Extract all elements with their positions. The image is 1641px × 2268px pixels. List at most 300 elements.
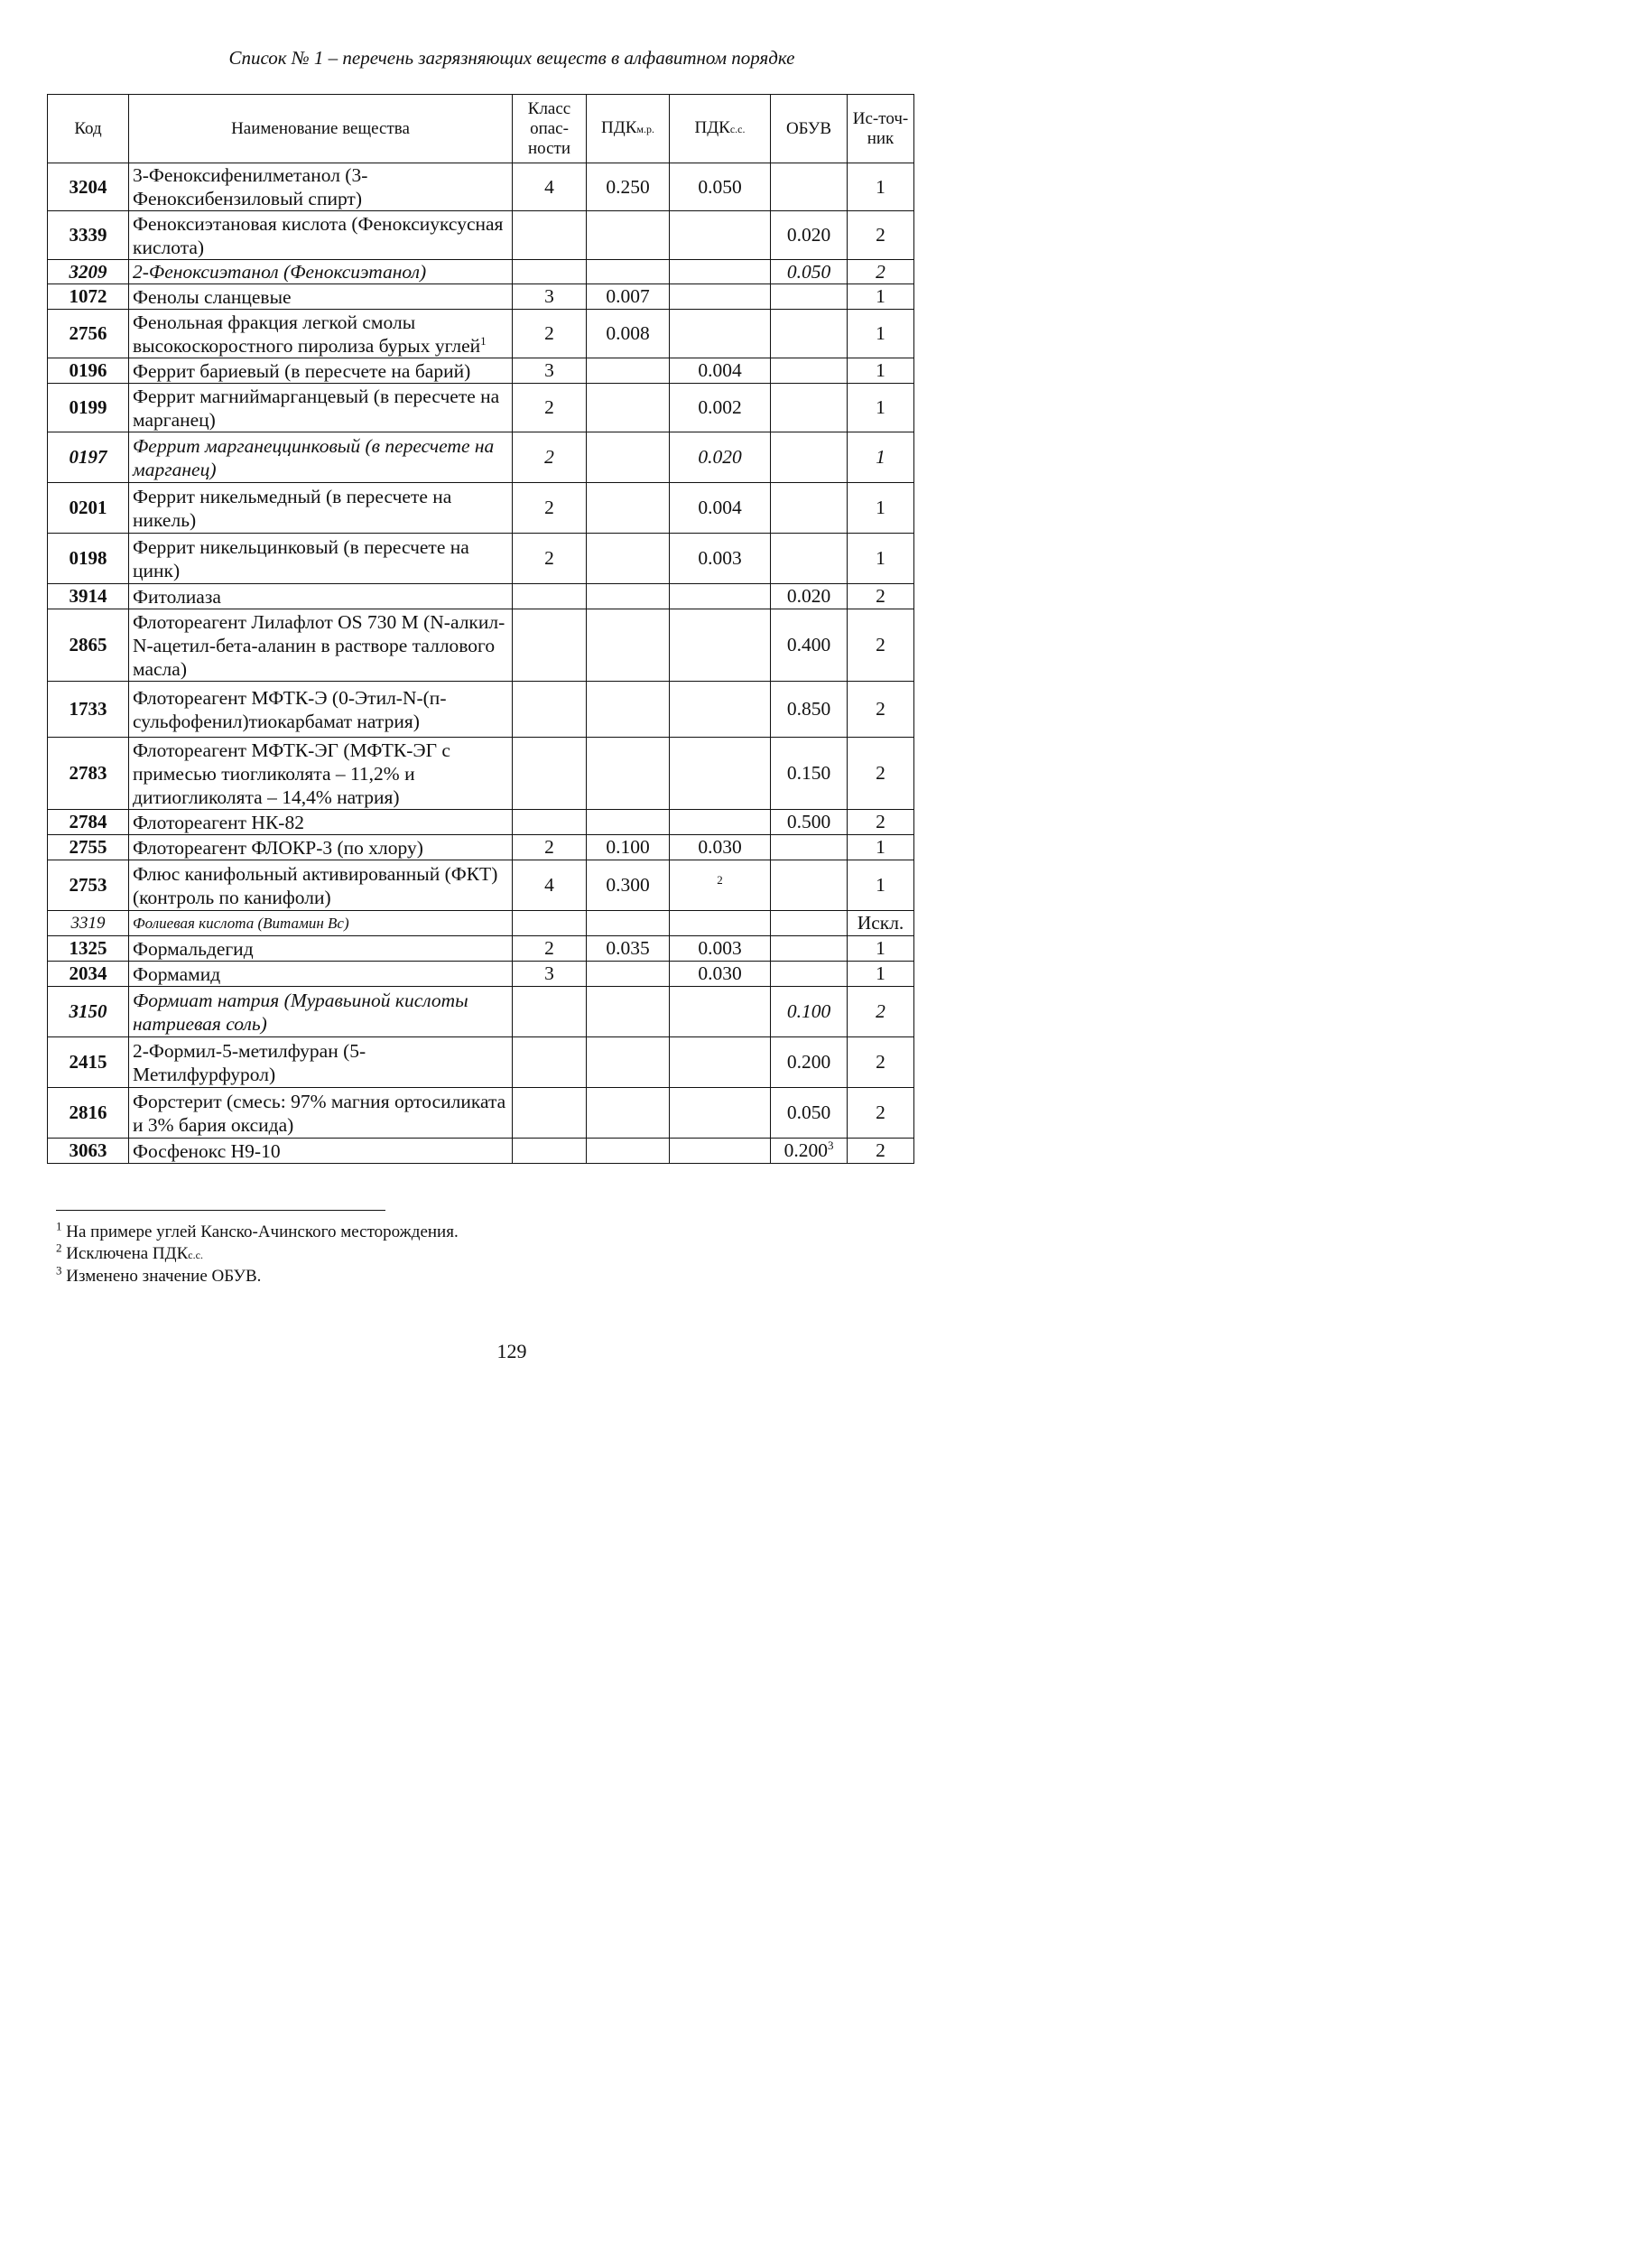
pdk-ss-cell bbox=[670, 260, 771, 284]
name-cell bbox=[129, 310, 513, 358]
pdk-mr-cell bbox=[587, 1088, 670, 1139]
class-cell-text: 2 bbox=[544, 497, 554, 518]
code-cell-text: 1733 bbox=[69, 698, 107, 720]
obuv-cell bbox=[771, 384, 848, 432]
pdk-ss-cell-text: 0.030 bbox=[698, 836, 742, 858]
footnote-mark: 2 bbox=[56, 1241, 62, 1255]
source-cell-text: 2 bbox=[876, 1000, 885, 1022]
pdk-ss-cell bbox=[670, 682, 771, 738]
name-cell bbox=[129, 682, 513, 738]
class-cell-text: 2 bbox=[544, 937, 554, 959]
name-cell bbox=[129, 483, 513, 534]
pdk-ss-cell bbox=[670, 911, 771, 936]
source-cell-text: Искл. bbox=[857, 912, 904, 934]
pdk-mr-cell bbox=[587, 211, 670, 260]
code-cell bbox=[48, 987, 129, 1037]
pdk-ss-cell-text: 0.050 bbox=[698, 175, 742, 198]
class-cell bbox=[513, 682, 587, 738]
source-cell bbox=[848, 1139, 914, 1164]
pdk-mr-cell-text: 0.035 bbox=[606, 937, 650, 959]
source-cell bbox=[848, 384, 914, 432]
source-cell-text: 1 bbox=[876, 446, 885, 468]
obuv-cell bbox=[771, 284, 848, 310]
name-cell bbox=[129, 962, 513, 987]
name-cell bbox=[129, 835, 513, 860]
name-cell-text: Флотореагент МФТК-Э (0-Этил-N-(п-сульфофенил)тиокарбамат натрия) bbox=[133, 686, 447, 732]
pdk-mr-cell bbox=[587, 284, 670, 310]
code-cell bbox=[48, 211, 129, 260]
class-cell bbox=[513, 962, 587, 987]
class-cell bbox=[513, 911, 587, 936]
class-cell bbox=[513, 1088, 587, 1139]
code-cell bbox=[48, 483, 129, 534]
name-cell bbox=[129, 432, 513, 483]
source-cell-text: 1 bbox=[876, 547, 885, 569]
class-cell bbox=[513, 835, 587, 860]
obuv-cell bbox=[771, 810, 848, 835]
class-cell-text: 4 bbox=[544, 874, 554, 896]
pdk-mr-cell bbox=[587, 810, 670, 835]
code-cell bbox=[48, 163, 129, 211]
obuv-cell bbox=[771, 911, 848, 936]
footnotes bbox=[56, 1219, 459, 1287]
code-cell bbox=[48, 936, 129, 962]
code-cell-text: 0198 bbox=[69, 547, 107, 569]
code-cell bbox=[48, 432, 129, 483]
source-cell bbox=[848, 483, 914, 534]
code-cell bbox=[48, 1139, 129, 1164]
code-cell-text: 2415 bbox=[69, 1051, 107, 1073]
class-cell-text: 2 bbox=[544, 547, 554, 569]
code-cell-text: 2784 bbox=[69, 811, 107, 832]
class-cell bbox=[513, 584, 587, 609]
class-cell bbox=[513, 810, 587, 835]
footnote-1 bbox=[56, 1219, 459, 1243]
name-cell-text: Флотореагент НК-82 bbox=[133, 811, 304, 833]
code-cell-text: 2783 bbox=[69, 762, 107, 784]
obuv-cell bbox=[771, 1037, 848, 1088]
table-row bbox=[48, 810, 914, 835]
pdk-ss-cell bbox=[670, 310, 771, 358]
table-row bbox=[48, 738, 914, 810]
source-cell bbox=[848, 810, 914, 835]
name-cell-text: Феррит магниймарганцевый (в пересчете на марганец) bbox=[133, 385, 500, 431]
source-cell bbox=[848, 358, 914, 384]
table-row bbox=[48, 987, 914, 1037]
pdk-ss-cell bbox=[670, 163, 771, 211]
pdk-ss-cell bbox=[670, 534, 771, 584]
obuv-cell bbox=[771, 1139, 848, 1164]
name-cell-text: Форстерит (смесь: 97% магния ортосиликата и 3% бария оксида) bbox=[133, 1090, 506, 1136]
class-cell bbox=[513, 987, 587, 1037]
source-cell bbox=[848, 738, 914, 810]
code-cell bbox=[48, 609, 129, 682]
pdk-mr-cell-text: 0.007 bbox=[606, 285, 650, 307]
name-cell-text: Формамид bbox=[133, 962, 221, 985]
obuv-cell-text: 0.020 bbox=[786, 585, 831, 607]
name-cell bbox=[129, 987, 513, 1037]
class-cell bbox=[513, 284, 587, 310]
name-cell-text: Фитолиаза bbox=[133, 585, 221, 608]
source-cell-text: 2 bbox=[876, 1139, 885, 1161]
header-row bbox=[48, 95, 914, 163]
pdk-mr-cell bbox=[587, 738, 670, 810]
table-row bbox=[48, 584, 914, 609]
pdk-ss-cell-text: 0.030 bbox=[698, 962, 742, 984]
name-cell-text: 2-Феноксиэтанол (Феноксиэтанол) bbox=[133, 261, 427, 283]
header-source: Ис-точ-ник bbox=[848, 95, 914, 163]
obuv-cell bbox=[771, 432, 848, 483]
source-cell-text: 1 bbox=[876, 836, 885, 858]
table-row bbox=[48, 384, 914, 432]
obuv-cell-text: 0.500 bbox=[786, 811, 831, 832]
code-cell-text: 2756 bbox=[69, 322, 107, 344]
name-cell-text: Феррит бариевый (в пересчете на барий) bbox=[133, 359, 471, 382]
code-cell-text: 3204 bbox=[69, 175, 107, 198]
footnote-mark: 3 bbox=[56, 1263, 62, 1278]
code-cell bbox=[48, 358, 129, 384]
obuv-cell bbox=[771, 211, 848, 260]
code-cell-text: 2034 bbox=[69, 962, 107, 984]
name-cell bbox=[129, 609, 513, 682]
code-cell-text: 2755 bbox=[69, 836, 107, 858]
code-cell bbox=[48, 260, 129, 284]
source-cell bbox=[848, 211, 914, 260]
table-row bbox=[48, 310, 914, 358]
pdk-ss-cell-text: 0.003 bbox=[698, 547, 742, 569]
pdk-mr-cell bbox=[587, 432, 670, 483]
name-cell bbox=[129, 810, 513, 835]
source-cell-text: 2 bbox=[876, 698, 885, 720]
table-row bbox=[48, 358, 914, 384]
class-cell bbox=[513, 1139, 587, 1164]
source-cell bbox=[848, 260, 914, 284]
code-cell bbox=[48, 835, 129, 860]
obuv-cell bbox=[771, 163, 848, 211]
source-cell bbox=[848, 1088, 914, 1139]
code-cell bbox=[48, 584, 129, 609]
obuv-cell bbox=[771, 987, 848, 1037]
source-cell-text: 1 bbox=[876, 359, 885, 381]
source-cell-text: 1 bbox=[876, 937, 885, 959]
source-cell-text: 2 bbox=[876, 1101, 885, 1123]
source-cell-text: 2 bbox=[876, 634, 885, 655]
name-cell bbox=[129, 358, 513, 384]
source-cell-text: 1 bbox=[876, 497, 885, 518]
source-cell-text: 2 bbox=[876, 1051, 885, 1073]
pdk-mr-cell bbox=[587, 936, 670, 962]
pdk-ss-cell bbox=[670, 358, 771, 384]
source-cell bbox=[848, 163, 914, 211]
source-cell bbox=[848, 682, 914, 738]
name-cell bbox=[129, 911, 513, 936]
obuv-cell bbox=[771, 609, 848, 682]
pdk-ss-cell bbox=[670, 384, 771, 432]
table-row bbox=[48, 432, 914, 483]
name-cell-text: Флотореагент Лилафлот OS 730 M (N-алкил-N-ацетил-бета-аланин в растворе таллового масла) bbox=[133, 610, 505, 680]
source-cell-text: 2 bbox=[876, 762, 885, 784]
source-cell bbox=[848, 534, 914, 584]
table-row bbox=[48, 936, 914, 962]
pdk-mr-cell bbox=[587, 911, 670, 936]
class-cell bbox=[513, 936, 587, 962]
code-cell bbox=[48, 738, 129, 810]
pdk-ss-cell bbox=[670, 987, 771, 1037]
source-cell-text: 2 bbox=[876, 811, 885, 832]
code-cell-text: 3914 bbox=[69, 585, 107, 607]
class-cell bbox=[513, 384, 587, 432]
header-class: Класс опас-ности bbox=[513, 95, 587, 163]
class-cell-text: 2 bbox=[544, 446, 554, 468]
pdk-ss-cell-text: 0.004 bbox=[698, 497, 742, 518]
source-cell-text: 2 bbox=[876, 260, 885, 283]
class-cell-text: 2 bbox=[544, 322, 554, 344]
name-cell bbox=[129, 1139, 513, 1164]
table-row bbox=[48, 911, 914, 936]
obuv-cell bbox=[771, 1088, 848, 1139]
pdk-ss-cell bbox=[670, 609, 771, 682]
pdk-ss-cell bbox=[670, 1139, 771, 1164]
class-cell-text: 2 bbox=[544, 396, 554, 418]
name-cell bbox=[129, 163, 513, 211]
page-number: 129 bbox=[496, 1340, 527, 1362]
code-cell bbox=[48, 860, 129, 911]
pdk-mr-cell-text: 0.008 bbox=[606, 322, 650, 344]
pdk-mr-cell bbox=[587, 835, 670, 860]
class-cell bbox=[513, 310, 587, 358]
source-cell bbox=[848, 310, 914, 358]
name-cell bbox=[129, 1088, 513, 1139]
name-cell-text: Фенольная фракция легкой смолы высокоскоростного пиролиза бурых углей bbox=[133, 311, 481, 357]
pdk-ss-cell bbox=[670, 962, 771, 987]
class-cell-text: 3 bbox=[544, 285, 554, 307]
table-row bbox=[48, 260, 914, 284]
pdk-mr-cell bbox=[587, 609, 670, 682]
pdk-mr-cell bbox=[587, 1037, 670, 1088]
pdk-ss-cell bbox=[670, 860, 771, 911]
obuv-cell-text: 0.100 bbox=[786, 1000, 831, 1022]
obuv-cell bbox=[771, 310, 848, 358]
header-name: Наименование вещества bbox=[129, 95, 513, 163]
obuv-cell bbox=[771, 260, 848, 284]
class-cell-text: 4 bbox=[544, 175, 554, 198]
pdk-mr-cell bbox=[587, 358, 670, 384]
pdk-mr-cell-text: 0.300 bbox=[606, 874, 650, 896]
header-pdk-ss-label: ПДК bbox=[694, 118, 730, 137]
code-cell bbox=[48, 682, 129, 738]
name-cell-text: Феррит марганеццинковый (в пересчете на марганец) bbox=[133, 434, 495, 480]
name-cell-text: 2-Формил-5-метилфуран (5-Метилфурфурол) bbox=[133, 1039, 366, 1085]
pdk-mr-cell bbox=[587, 682, 670, 738]
pdk-mr-cell bbox=[587, 987, 670, 1037]
pdk-mr-cell bbox=[587, 310, 670, 358]
name-cell bbox=[129, 284, 513, 310]
pdk-ss-cell-text: 0.003 bbox=[698, 937, 742, 959]
table-row bbox=[48, 211, 914, 260]
name-cell bbox=[129, 738, 513, 810]
obuv-cell-text: 0.150 bbox=[786, 762, 831, 784]
footnote-ref: 2 bbox=[717, 872, 723, 887]
obuv-cell bbox=[771, 835, 848, 860]
name-cell bbox=[129, 936, 513, 962]
class-cell-text: 3 bbox=[544, 359, 554, 381]
name-cell-text: Феррит никельмедный (в пересчете на никель) bbox=[133, 485, 452, 531]
code-cell-text: 3319 bbox=[70, 913, 106, 933]
name-cell-text: 3-Феноксифенилметанол (3-Феноксибензиловый спирт) bbox=[133, 164, 368, 209]
pdk-mr-cell-text: 0.250 bbox=[606, 175, 650, 198]
pdk-ss-cell-text: 0.002 bbox=[698, 396, 742, 418]
pdk-mr-cell bbox=[587, 384, 670, 432]
obuv-cell-text: 0.050 bbox=[786, 1101, 831, 1123]
header-pdk-mr-sub: м.р. bbox=[636, 123, 654, 135]
pdk-mr-cell bbox=[587, 1139, 670, 1164]
obuv-cell bbox=[771, 962, 848, 987]
code-cell bbox=[48, 810, 129, 835]
pdk-ss-cell bbox=[670, 810, 771, 835]
obuv-cell-text: 0.400 bbox=[786, 634, 831, 655]
name-cell bbox=[129, 534, 513, 584]
obuv-cell bbox=[771, 358, 848, 384]
source-cell-text: 1 bbox=[876, 285, 885, 307]
code-cell bbox=[48, 962, 129, 987]
code-cell bbox=[48, 1037, 129, 1088]
class-cell bbox=[513, 483, 587, 534]
table-row bbox=[48, 163, 914, 211]
table-row bbox=[48, 962, 914, 987]
pdk-ss-cell-text: 0.020 bbox=[698, 446, 742, 468]
code-cell-text: 3339 bbox=[69, 224, 107, 246]
footnote-text: На примере углей Канско-Ачинского месторождения. bbox=[66, 1222, 459, 1241]
code-cell-text: 0201 bbox=[69, 497, 107, 518]
class-cell bbox=[513, 609, 587, 682]
header-pdk-mr-label: ПДК bbox=[601, 118, 637, 137]
code-cell bbox=[48, 911, 129, 936]
source-cell bbox=[848, 609, 914, 682]
footnote-ref: 3 bbox=[827, 1138, 834, 1152]
obuv-cell bbox=[771, 738, 848, 810]
list-title: Список № 1 – перечень загрязняющих веществ в алфавитном порядке bbox=[228, 47, 795, 69]
name-cell-text: Флотореагент ФЛОКР-3 (по хлору) bbox=[133, 836, 423, 859]
code-cell-text: 3150 bbox=[69, 1000, 107, 1022]
class-cell bbox=[513, 738, 587, 810]
table-row bbox=[48, 609, 914, 682]
source-cell-text: 1 bbox=[876, 874, 885, 896]
class-cell-text: 2 bbox=[544, 836, 554, 858]
obuv-cell bbox=[771, 534, 848, 584]
obuv-cell-text: 0.200 bbox=[783, 1139, 828, 1161]
obuv-cell-text: 0.850 bbox=[786, 698, 831, 720]
name-cell-text: Формиат натрия (Муравьиной кислоты натриевая соль) bbox=[133, 989, 468, 1035]
footnote-mark: 1 bbox=[56, 1219, 62, 1233]
obuv-cell bbox=[771, 483, 848, 534]
class-cell bbox=[513, 358, 587, 384]
footnote-2 bbox=[56, 1243, 459, 1266]
header-obuv: ОБУВ bbox=[771, 95, 848, 163]
code-cell bbox=[48, 534, 129, 584]
name-cell-text: Флотореагент МФТК-ЭГ (МФТК-ЭГ с примесью тиогликолята – 11,2% и дитиогликолята – 14,4% натрия) bbox=[133, 739, 450, 808]
code-cell-text: 0197 bbox=[69, 446, 107, 468]
source-cell bbox=[848, 987, 914, 1037]
table-row bbox=[48, 284, 914, 310]
name-cell bbox=[129, 260, 513, 284]
source-cell-text: 1 bbox=[876, 962, 885, 984]
name-cell-text: Формальдегид bbox=[133, 937, 254, 960]
class-cell bbox=[513, 260, 587, 284]
header-pdk-ss bbox=[670, 95, 771, 163]
code-cell-text: 0199 bbox=[69, 396, 107, 418]
name-cell bbox=[129, 211, 513, 260]
source-cell-text: 1 bbox=[876, 175, 885, 198]
obuv-cell bbox=[771, 682, 848, 738]
code-cell-text: 3063 bbox=[69, 1139, 107, 1161]
class-cell bbox=[513, 211, 587, 260]
pdk-mr-cell-text: 0.100 bbox=[606, 836, 650, 858]
code-cell bbox=[48, 310, 129, 358]
obuv-cell-text: 0.050 bbox=[786, 260, 831, 283]
class-cell bbox=[513, 1037, 587, 1088]
table-row bbox=[48, 1037, 914, 1088]
source-cell bbox=[848, 936, 914, 962]
source-cell bbox=[848, 860, 914, 911]
footnote-ref: 1 bbox=[480, 333, 487, 348]
class-cell bbox=[513, 163, 587, 211]
source-cell-text: 2 bbox=[876, 224, 885, 246]
pdk-mr-cell bbox=[587, 860, 670, 911]
pdk-ss-cell bbox=[670, 432, 771, 483]
pdk-mr-cell bbox=[587, 584, 670, 609]
pdk-ss-cell bbox=[670, 483, 771, 534]
pdk-ss-cell-text: 0.004 bbox=[698, 359, 742, 381]
header-code: Код bbox=[48, 95, 129, 163]
pdk-ss-cell bbox=[670, 284, 771, 310]
table-row bbox=[48, 682, 914, 738]
class-cell bbox=[513, 534, 587, 584]
pdk-ss-cell bbox=[670, 1037, 771, 1088]
code-cell bbox=[48, 1088, 129, 1139]
pdk-mr-cell bbox=[587, 483, 670, 534]
class-cell bbox=[513, 860, 587, 911]
name-cell-text: Феррит никельцинковый (в пересчете на цинк) bbox=[133, 535, 469, 581]
code-cell-text: 1072 bbox=[69, 285, 107, 307]
source-cell-text: 2 bbox=[876, 585, 885, 607]
name-cell-text: Фенолы сланцевые bbox=[133, 285, 292, 308]
code-cell-text: 1325 bbox=[69, 937, 107, 959]
source-cell bbox=[848, 432, 914, 483]
table-row bbox=[48, 534, 914, 584]
table-row bbox=[48, 1088, 914, 1139]
header-pdk-mr bbox=[587, 95, 670, 163]
pdk-mr-cell bbox=[587, 163, 670, 211]
pdk-ss-cell bbox=[670, 936, 771, 962]
pdk-ss-cell bbox=[670, 211, 771, 260]
pdk-ss-cell bbox=[670, 738, 771, 810]
pdk-mr-cell bbox=[587, 534, 670, 584]
name-cell bbox=[129, 860, 513, 911]
pdk-ss-cell bbox=[670, 835, 771, 860]
code-cell bbox=[48, 384, 129, 432]
name-cell-text: Фосфенокс Н9-10 bbox=[133, 1139, 281, 1162]
source-cell bbox=[848, 1037, 914, 1088]
source-cell-text: 1 bbox=[876, 396, 885, 418]
name-cell bbox=[129, 384, 513, 432]
code-cell bbox=[48, 284, 129, 310]
obuv-cell bbox=[771, 584, 848, 609]
footnote-3 bbox=[56, 1263, 459, 1287]
table-row bbox=[48, 835, 914, 860]
obuv-cell bbox=[771, 860, 848, 911]
code-cell-text: 0196 bbox=[69, 359, 107, 381]
name-cell bbox=[129, 1037, 513, 1088]
